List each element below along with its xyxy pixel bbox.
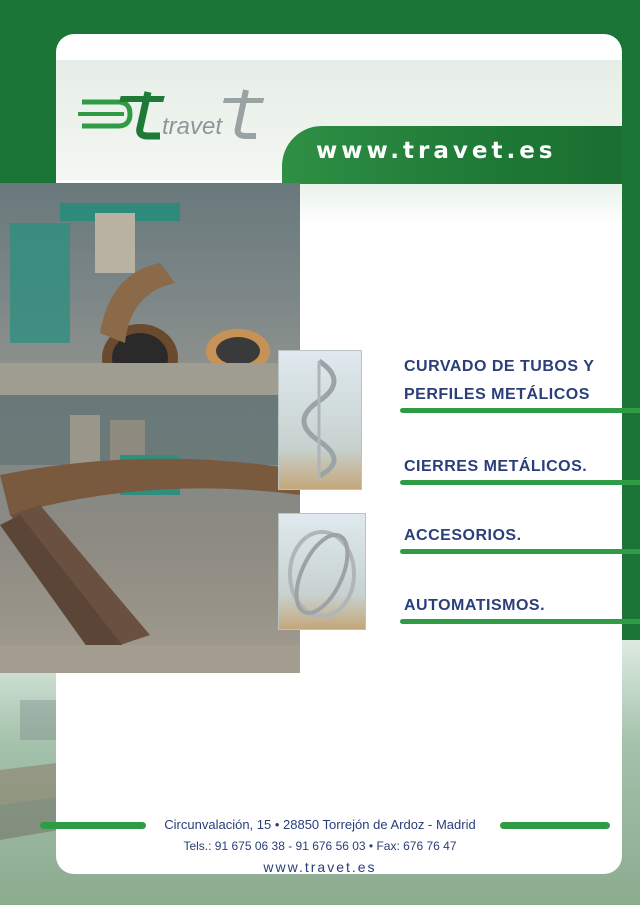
service-divider-2 <box>400 480 640 485</box>
service-tube-bending-line2: PERFILES METÁLICOS <box>404 386 590 403</box>
service-divider-4 <box>400 619 640 624</box>
ring-sculpture-photo <box>278 513 366 630</box>
spiral-sculpture-photo <box>278 350 362 490</box>
banner-fade <box>282 184 622 224</box>
logo-wordmark: travet <box>162 113 223 140</box>
footer-website-link[interactable]: www.travet.es <box>263 859 377 875</box>
travet-logo <box>78 84 288 144</box>
footer-address: Circunvalación, 15 • 28850 Torrejón de Ardoz - Madrid <box>164 817 476 832</box>
service-divider-1 <box>400 408 640 413</box>
tube-bending-photo <box>0 183 300 395</box>
footer-phones: Tels.: 91 675 06 38 - 91 676 56 03 • Fax: 676 76 47 <box>183 839 457 853</box>
service-metal-shutters: CIERRES METÁLICOS. <box>404 458 588 475</box>
service-tube-bending-line1: CURVADO DE TUBOS Y <box>404 358 595 375</box>
service-accessories: ACCESORIOS. <box>404 527 522 544</box>
service-divider-3 <box>400 549 640 554</box>
beam-bending-photo <box>0 395 300 673</box>
service-automation: AUTOMATISMOS. <box>404 597 546 614</box>
website-banner-text: www.travet.es <box>316 138 557 164</box>
